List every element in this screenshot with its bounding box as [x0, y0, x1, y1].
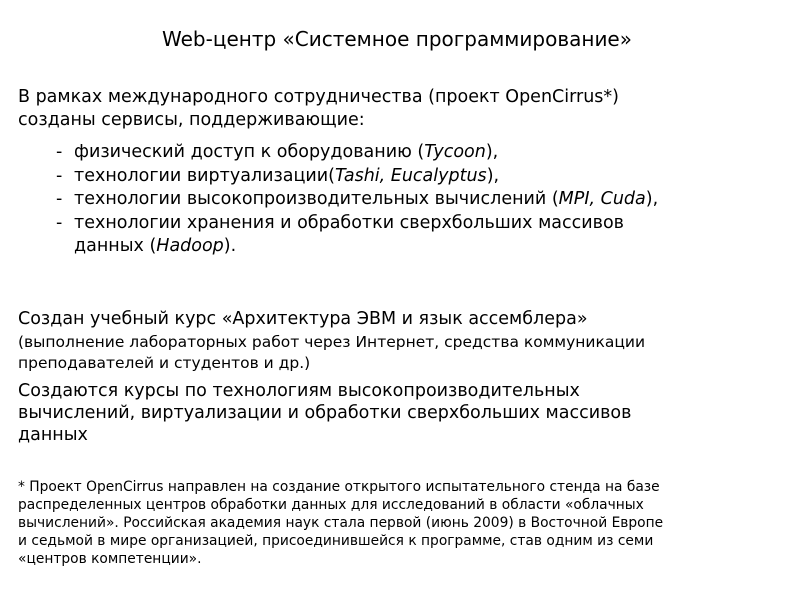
- courses-development-paragraph: Создаются курсы по технологиям высокопроизводительных вычислений, виртуализации и обработки сверхбольших массивов данных: [18, 381, 632, 445]
- slide-title: Web-центр «Системное программирование»: [162, 27, 632, 51]
- bullet-dash: -: [56, 142, 63, 162]
- intro-line-1: В рамках международного сотрудничества (проект OpenCirrus*): [18, 87, 619, 107]
- list-item: - технологии высокопроизводительных вычислений (MPI, Cuda),: [48, 188, 658, 212]
- list-item: - физический доступ к оборудованию (Tycoon),: [48, 141, 658, 165]
- bullet-dash: -: [56, 212, 63, 233]
- list-item-continuation: данных (Hadoop).: [74, 236, 237, 256]
- intro-paragraph: [18, 86, 619, 132]
- course-paragraph: [18, 308, 588, 331]
- footnote: * Проект OpenCirrus направлен на создание открытого испытательного стенда на базе распределенных центров обработки данных для исследований в области «облачных вычислений». Российская академия наук стала первой (июнь 2009) в Восточной Европе и седьмой в мире организацией, присоединившейся к программе, став одним из семи «центров компетенции».: [18, 479, 664, 567]
- bullet-dash: -: [56, 165, 63, 186]
- course-line-1: Создан учебный курс «Архитектура ЭВМ и язык ассемблера»: [18, 309, 588, 329]
- list-item: - технологии виртуализации(Tashi, Eucalyptus),: [48, 165, 658, 189]
- services-list: [48, 141, 658, 259]
- intro-line-2: созданы сервисы, поддерживающие:: [18, 110, 365, 130]
- list-item: - технологии хранения и обработки сверхбольших массивов: [48, 212, 658, 236]
- course-note: (выполнение лабораторных работ через Интернет, средства коммуникации преподавателей и студентов и др.): [18, 333, 646, 372]
- bullet-dash: -: [56, 189, 63, 209]
